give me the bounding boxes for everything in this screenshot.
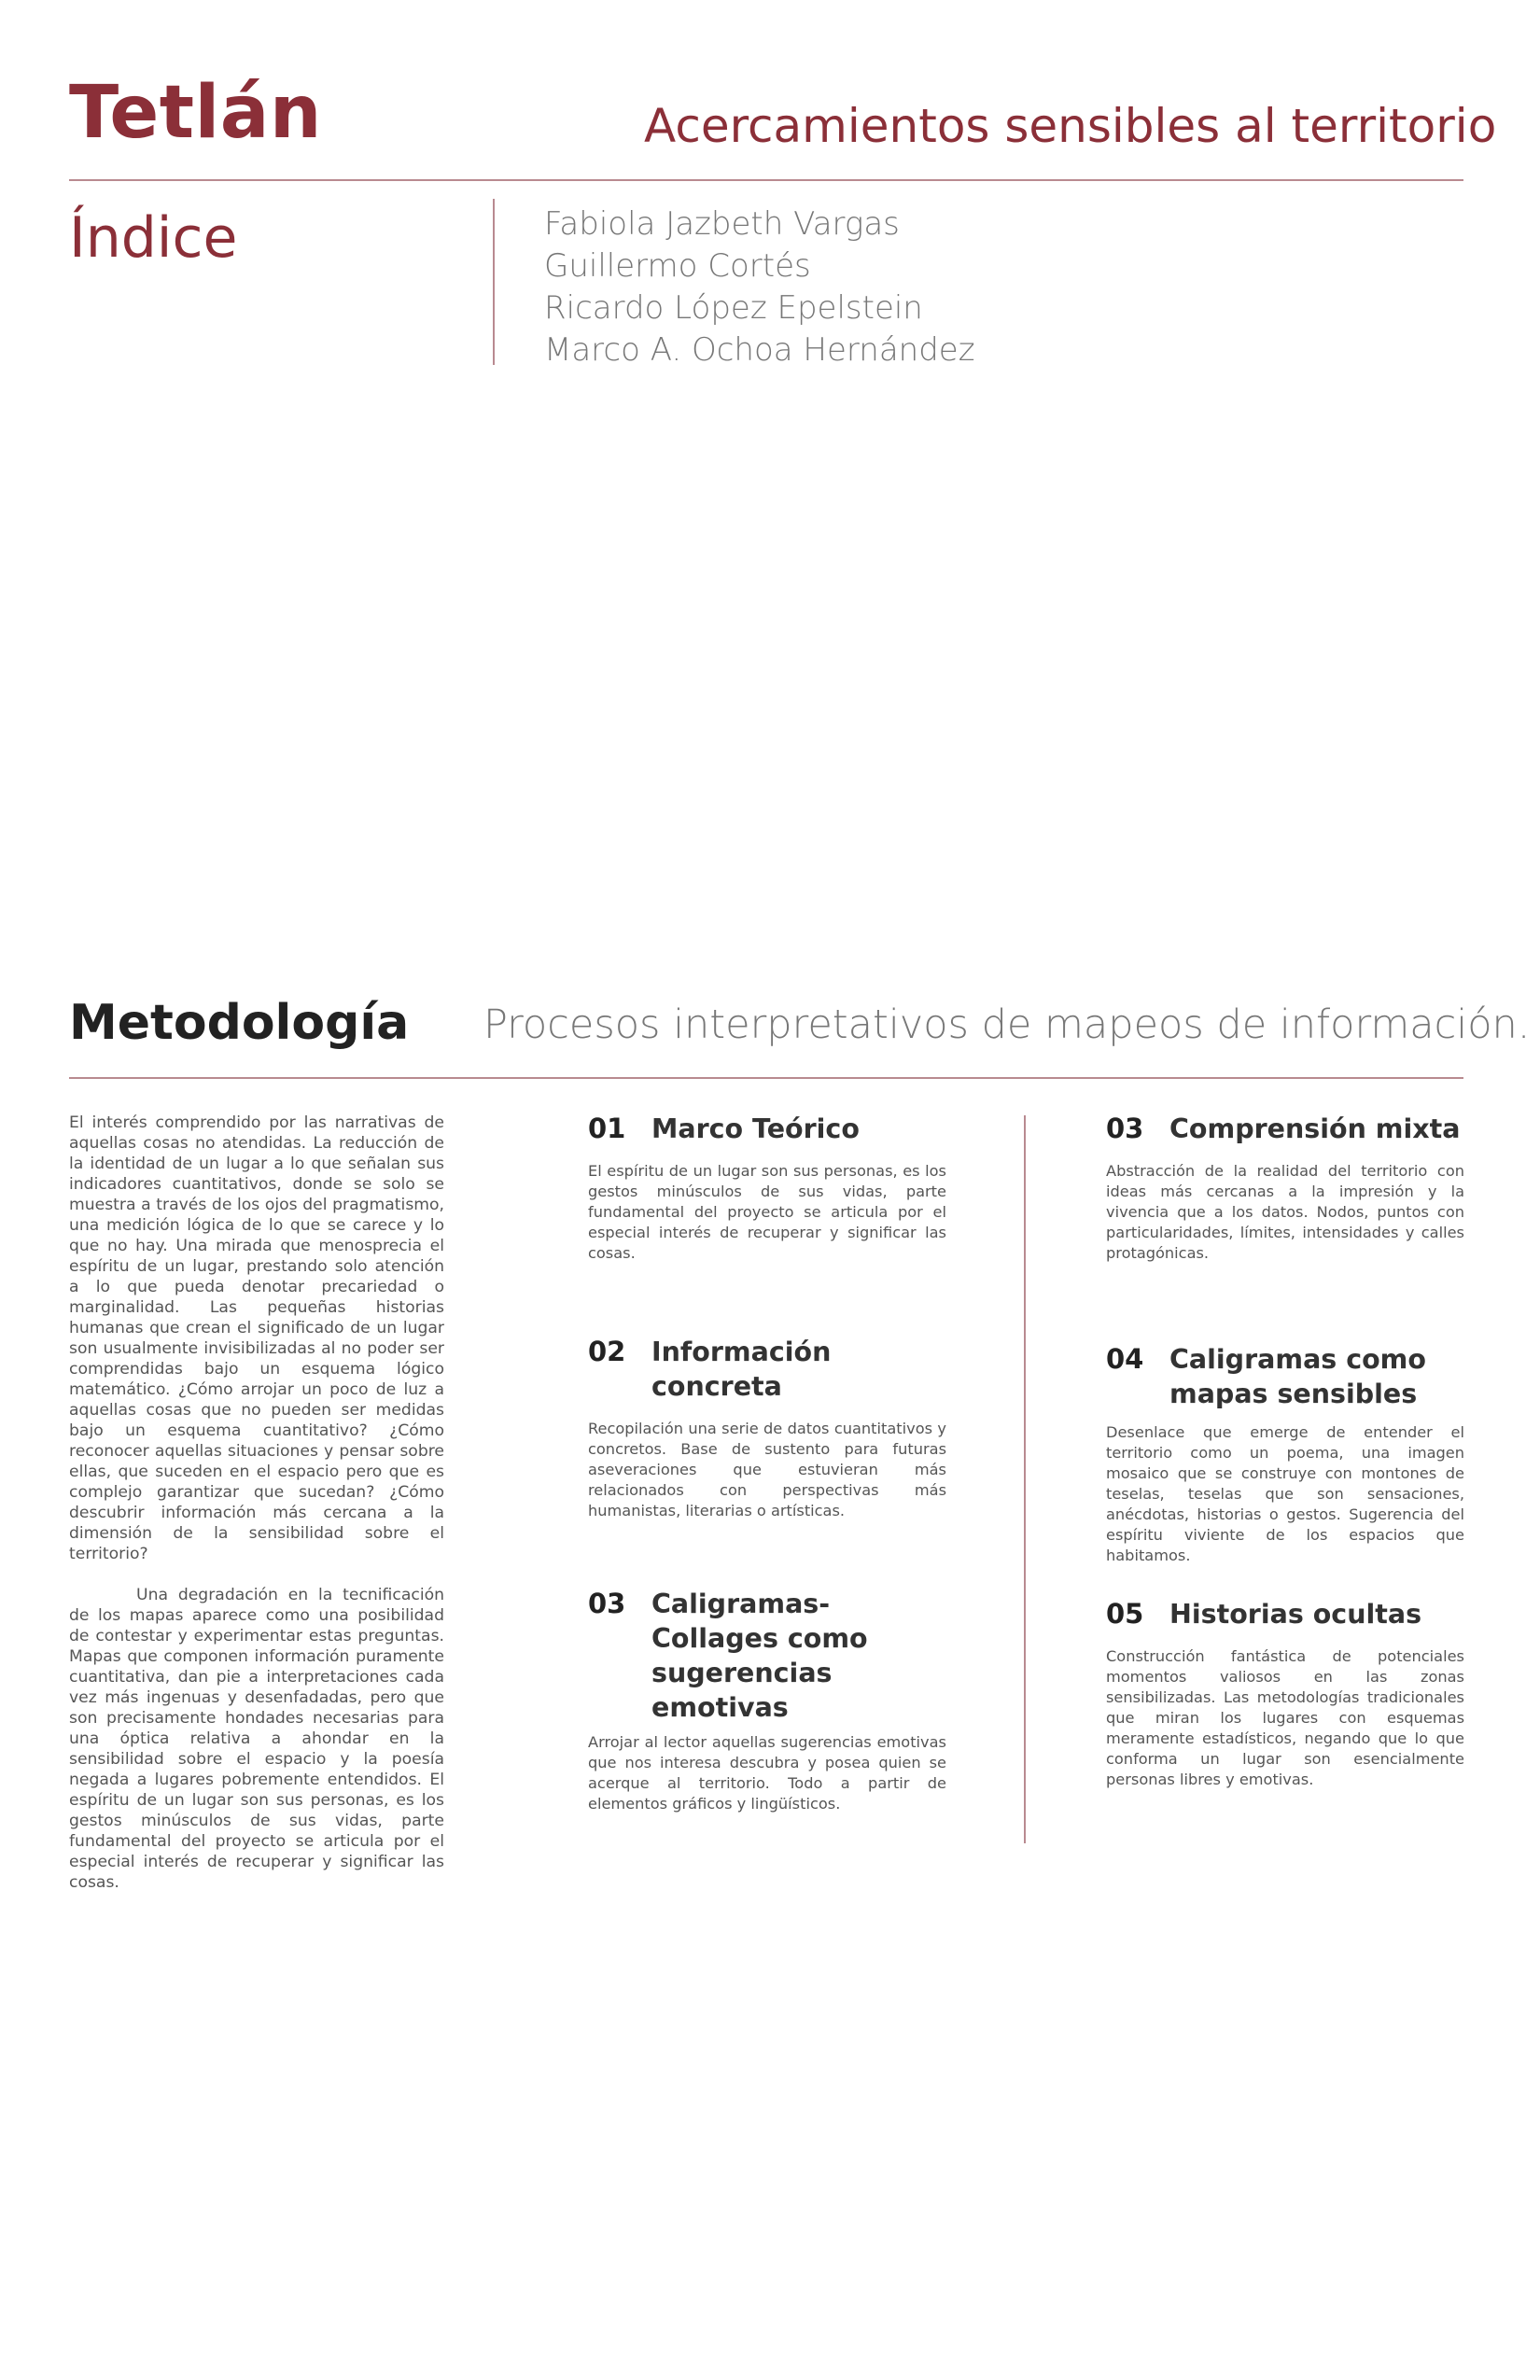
document-subtitle: Acercamientos sensibles al territorio xyxy=(644,99,1497,153)
section-historias-ocultas xyxy=(1106,1597,1464,1790)
section-caligramas-collages xyxy=(588,1587,946,1814)
section-body: El espíritu de un lugar son sus personas, es los gestos minúsculos de sus vidas, parte fundamental del proyecto se articula por el especial interés de recuperar y significar las cosas. xyxy=(588,1162,946,1262)
section-marco-teorico xyxy=(588,1112,946,1264)
methodology-title: Metodología xyxy=(69,995,410,1051)
methodology-divider xyxy=(69,1077,1463,1079)
section-title: Caligramas como mapas sensibles xyxy=(1169,1344,1426,1409)
section-number: 04 xyxy=(1106,1343,1144,1375)
section-title: Marco Teórico xyxy=(651,1113,860,1144)
intro-paragraph: El interés comprendido por las narrativas de aquellas cosas no atendidas. La reducción de la identidad de un lugar a lo que señalan sus indicadores cuantitativos, donde se solo se muestra a través de los ojos del pragmatismo, una medición lógica de lo que se carece y lo que no hay. Una mirada que menosprecia el espíritu de un lugar, prestando solo atención a lo que pueda denotar precariedad o marginalidad. Las pequeñas historias humanas que crean el significado de un lugar son usualmente invisibilizadas al no poder ser comprendidas bajo un esquema lógico matemático. ¿Cómo arrojar un poco de luz a aquellas cosas que no pueden ser medidas bajo un esquema cuantitativo? ¿Cómo reconocer aquellas situaciones y pensar sobre ellas, que suceden en el espacio pero que es complejo garantizar que sucedan? ¿Cómo descubrir información más cercana a la dimensión de la sensibilidad sobre el territorio? xyxy=(69,1113,444,1563)
section-number: 03 xyxy=(588,1588,626,1619)
section-number: 01 xyxy=(588,1113,626,1144)
section-number: 02 xyxy=(588,1336,626,1367)
section-number: 03 xyxy=(1106,1113,1144,1144)
section-title: Historias ocultas xyxy=(1169,1599,1422,1630)
header-divider xyxy=(69,179,1463,181)
author-name: Guillermo Cortés xyxy=(544,247,811,285)
section-title: Comprensión mixta xyxy=(1169,1113,1461,1144)
section-title: Información concreta xyxy=(651,1337,832,1402)
section-title: Caligramas-Collages como sugerencias emotivas xyxy=(651,1589,868,1723)
section-number: 05 xyxy=(1106,1598,1144,1630)
intro-paragraph: Una degradación en la tecnificación de los mapas aparece como una posibilidad de contestar y experimentar estas preguntas. Mapas que componen información puramente cuantitativa, dan pie a interpretaciones cada vez más ingenuas y desenfadadas, pero que son precisamente hondades necesarias para una óptica relativa a ahondar en la sensibilidad sobre el espacio y la poesía negada a lugares pobremente entendidos. El espíritu de un lugar son sus personas, es los gestos minúsculos de sus vidas, parte fundamental del proyecto se articula por el especial interés de recuperar y significar las cosas. xyxy=(69,1586,444,1892)
section-body: Abstracción de la realidad del territorio con ideas más cercanas a la impresión y la vivencia que a los datos. Nodos, puntos con particularidades, límites, intensidades y calles protagónicas. xyxy=(1106,1162,1464,1262)
intro-text xyxy=(69,1113,444,1893)
section-caligramas-mapas xyxy=(1106,1342,1464,1566)
author-name: Ricardo López Epelstein xyxy=(544,289,923,327)
section-informacion-concreta xyxy=(588,1335,946,1521)
section-comprension-mixta xyxy=(1106,1112,1464,1264)
section-body: Recopilación una serie de datos cuantitativos y concretos. Base de sustento para futuras aseveraciones que estuvieran más relacionados con perspectivas más humanistas, literarias o artísticas. xyxy=(588,1420,946,1519)
index-title: Índice xyxy=(69,205,238,271)
methodology-subtitle: Procesos interpretativos de mapeos de información. xyxy=(483,1001,1531,1048)
authors-divider xyxy=(493,199,495,365)
section-body: Desenlace que emerge de entender el territorio como un poema, una imagen mosaico que se construye con montones de teselas, teselas que son sensaciones, anécdotas, historias o gestos. Sugerencia del espíritu viviente de los espacios que habitamos. xyxy=(1106,1423,1464,1564)
brand-title: Tetlán xyxy=(69,71,322,155)
column-divider xyxy=(1024,1115,1026,1843)
author-name: Fabiola Jazbeth Vargas xyxy=(544,205,900,243)
section-body: Arrojar al lector aquellas sugerencias emotivas que nos interesa descubra y posea quien se acerque al territorio. Todo a partir de elementos gráficos y lingüísticos. xyxy=(588,1733,946,1813)
author-name: Marco A. Ochoa Hernández xyxy=(544,331,975,369)
authors-list xyxy=(544,203,975,371)
section-body: Construcción fantástica de potenciales momentos valiosos en las zonas sensibilizadas. Las metodologías tradicionales que miran los lugares con esquemas meramente estadísticos, negando que lo que conforma un lugar son esencialmente personas libres y emotivas. xyxy=(1106,1647,1464,1788)
